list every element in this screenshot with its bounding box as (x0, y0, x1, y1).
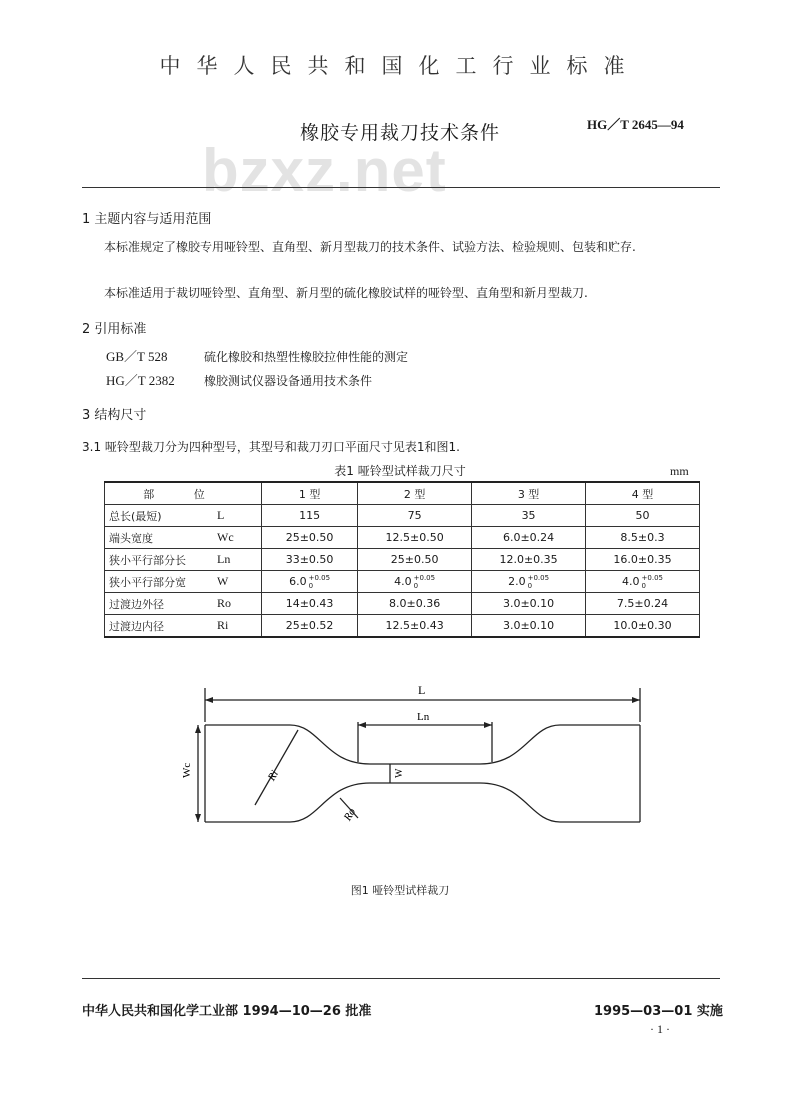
table-row (105, 571, 700, 593)
label-Ro: Ro (341, 806, 359, 823)
table-cell: 8.0±0.36 (358, 593, 472, 615)
table-cell: 14±0.43 (262, 593, 358, 615)
leader-Ri (255, 730, 298, 805)
param-name: 总长(最短) (105, 505, 214, 527)
table-cell: 2.0 +0.05 0 (472, 571, 586, 593)
reference-code: GB／T 528 (106, 349, 168, 364)
table-cell: 25±0.50 (262, 527, 358, 549)
label-L: L (418, 683, 426, 697)
dumbbell-cutter-figure (160, 670, 660, 870)
header-cell: 2 型 (358, 482, 472, 505)
table-header-row (105, 482, 700, 505)
table-row (105, 593, 700, 615)
table-caption: 表1 哑铃型试样裁刀尺寸 (334, 464, 466, 478)
table-cell: 25±0.50 (358, 549, 472, 571)
clause-3-1: 3.1 哑铃型裁刀分为四种型号，其型号和裁刀刃口平面尺寸见表1和图1. (82, 440, 460, 454)
table-cell: 4.0 +0.05 0 (586, 571, 700, 593)
param-name: 端头宽度 (105, 527, 214, 549)
table-cell: 50 (586, 505, 700, 527)
tolerance-lower: 0 (413, 581, 419, 590)
watermark: bzxz.net (202, 137, 447, 204)
section-3-heading: 3 结构尺寸 (82, 408, 147, 423)
table-cell: 4.0 +0.05 0 (358, 571, 472, 593)
tolerance-lower: 0 (527, 581, 533, 590)
document-number: HG／T 2645—94 (587, 117, 684, 132)
table-row (105, 505, 700, 527)
reference-code: HG／T 2382 (106, 373, 175, 388)
tolerance-upper: +0.05 (413, 573, 436, 582)
section-2-heading: 2 引用标准 (82, 322, 147, 337)
header-cell: 1 型 (262, 482, 358, 505)
table-unit: mm (670, 464, 689, 478)
table-cell: 6.0 +0.05 0 (262, 571, 358, 593)
effective-date: 1995—03—01 实施 (594, 1004, 723, 1019)
param-name: 过渡边外径 (105, 593, 214, 615)
header-cell: 3 型 (472, 482, 586, 505)
figure-caption: 图1 哑铃型试样裁刀 (350, 884, 450, 897)
reference-item (106, 346, 408, 365)
table-cell: 12.5±0.50 (358, 527, 472, 549)
page-number: · 1 · (650, 1022, 670, 1036)
table-cell: 7.5±0.24 (586, 593, 700, 615)
table-row (105, 549, 700, 571)
issuer-approval: 中华人民共和国化学工业部 1994—10—26 批准 (82, 1004, 372, 1019)
table-cell: 16.0±0.35 (586, 549, 700, 571)
table-cell: 8.5±0.3 (586, 527, 700, 549)
table-cell: 35 (472, 505, 586, 527)
reference-title: 硫化橡胶和热塑性橡胶拉伸性能的测定 (204, 350, 409, 364)
section-1-paragraph-2: 本标准适用于裁切哑铃型、直角型、新月型的硫化橡胶试样的哑铃型、直角型和新月型裁刀. (104, 286, 588, 300)
param-symbol: L (213, 505, 262, 527)
param-name: 过渡边内径 (105, 615, 214, 638)
section-1-paragraph-1: 本标准规定了橡胶专用哑铃型、直角型、新月型裁刀的技术条件、试验方法、检验规则、包装和贮存. (104, 240, 636, 254)
footer-rule (82, 978, 720, 979)
param-symbol: W (213, 571, 262, 593)
table-cell: 12.5±0.43 (358, 615, 472, 638)
tolerance-upper: +0.05 (308, 573, 331, 582)
table-cell: 33±0.50 (262, 549, 358, 571)
table-cell: 75 (358, 505, 472, 527)
header-rule (82, 187, 720, 188)
tolerance-upper: +0.05 (527, 573, 550, 582)
label-Ln: Ln (417, 711, 430, 723)
param-name: 狭小平行部分长 (105, 549, 214, 571)
tolerance-lower: 0 (308, 581, 314, 590)
table-cell: 25±0.52 (262, 615, 358, 638)
table-cell: 6.0±0.24 (472, 527, 586, 549)
table-cell: 115 (262, 505, 358, 527)
param-symbol: Ln (213, 549, 262, 571)
cutter-outline-top (205, 725, 640, 764)
document-title: 橡胶专用裁刀技术条件 (299, 122, 500, 144)
reference-item (106, 370, 372, 389)
table-cell: 10.0±0.30 (586, 615, 700, 638)
cutter-outline-bottom (205, 783, 640, 822)
tolerance-upper: +0.05 (641, 573, 663, 582)
header-cell: 4 型 (586, 482, 700, 505)
dimension-table (104, 481, 700, 638)
header-cell: 部 位 (105, 482, 262, 505)
param-name: 狭小平行部分宽 (105, 571, 214, 593)
param-symbol: Ri (213, 615, 262, 638)
label-Wc: Wc (181, 762, 193, 778)
standard-title: 中华人民共和国化工行业标准 (159, 54, 641, 78)
table-cell: 12.0±0.35 (472, 549, 586, 571)
table-cell: 3.0±0.10 (472, 593, 586, 615)
tolerance-lower: 0 (641, 581, 646, 590)
section-1-heading: 1 主题内容与适用范围 (82, 212, 212, 227)
label-Ri: Ri (265, 768, 281, 783)
table-row (105, 527, 700, 549)
table-row (105, 615, 700, 638)
table-cell: 3.0±0.10 (472, 615, 586, 638)
reference-title: 橡胶测试仪器设备通用技术条件 (204, 374, 373, 388)
param-symbol: Ro (213, 593, 262, 615)
param-symbol: Wc (213, 527, 262, 549)
label-W: W (394, 768, 405, 778)
